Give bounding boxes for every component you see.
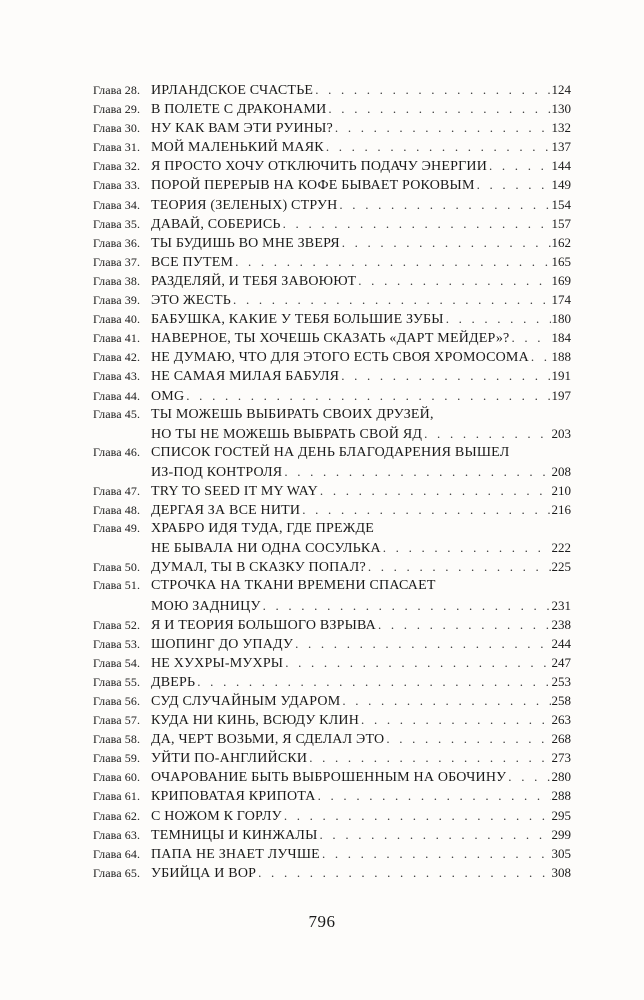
chapter-label: Глава 55. xyxy=(93,674,141,689)
chapter-page: 165 xyxy=(551,253,571,269)
chapter-label: Глава 31. xyxy=(93,140,141,155)
chapter-title: ОЧАРОВАНИЕ БЫТЬ ВЫБРОШЕННЫМ НА ОБОЧИНУ xyxy=(151,770,507,786)
chapter-title: ТЕОРИЯ (ЗЕЛЕНЫХ) СТРУН xyxy=(151,197,338,213)
toc-entry xyxy=(93,672,571,691)
chapter-title: КУДА НИ КИНЬ, ВСЮДУ КЛИН xyxy=(151,713,360,729)
chapter-label: Глава 39. xyxy=(93,293,141,308)
chapter-title: НАВЕРНОЕ, ТЫ ХОЧЕШЬ СКАЗАТЬ «ДАРТ МЕЙДЕР»? xyxy=(151,331,510,347)
toc-entry-continuation xyxy=(93,596,571,615)
toc-entry xyxy=(93,748,571,767)
chapter-label: Глава 32. xyxy=(93,159,141,174)
chapter-page: 263 xyxy=(551,712,571,728)
chapter-label: Глава 49. xyxy=(93,521,141,536)
dot-leader xyxy=(424,424,550,443)
toc-entry xyxy=(93,519,571,538)
chapter-title-continuation: НО ТЫ НЕ МОЖЕШЬ ВЫБРАТЬ СВОЙ ЯД xyxy=(151,426,423,442)
dot-leader xyxy=(361,710,550,729)
dot-leader xyxy=(328,99,550,118)
dot-leader xyxy=(368,557,551,576)
toc-entry xyxy=(93,653,571,672)
toc-entry xyxy=(93,214,571,233)
chapter-label: Глава 47. xyxy=(93,483,141,498)
dot-leader xyxy=(477,175,551,194)
toc-entry xyxy=(93,137,571,156)
toc-entry xyxy=(93,481,571,500)
toc-entry xyxy=(93,252,571,271)
toc-entry xyxy=(93,729,571,748)
chapter-page: 247 xyxy=(551,654,571,670)
dot-leader xyxy=(320,481,551,500)
chapter-label: Глава 58. xyxy=(93,732,141,747)
chapter-page: 188 xyxy=(551,349,571,365)
chapter-page: 280 xyxy=(551,769,571,785)
toc-entry xyxy=(93,615,571,634)
chapter-title: НЕ ДУМАЮ, ЧТО ДЛЯ ЭТОГО ЕСТЬ СВОЯ ХРОМОСОМА xyxy=(151,350,529,366)
chapter-title: ВСЕ ПУТЕМ xyxy=(151,254,234,270)
dot-leader xyxy=(339,195,550,214)
chapter-title: СПИСОК ГОСТЕЙ НА ДЕНЬ БЛАГОДАРЕНИЯ ВЫШЕЛ xyxy=(151,444,510,460)
chapter-title: С НОЖОМ К ГОРЛУ xyxy=(151,808,282,824)
toc-entry xyxy=(93,786,571,805)
chapter-label: Глава 53. xyxy=(93,636,141,651)
chapter-title: ШОПИНГ ДО УПАДУ xyxy=(151,636,294,652)
dot-leader xyxy=(285,653,550,672)
toc-entry xyxy=(93,309,571,328)
chapter-label: Глава 56. xyxy=(93,694,141,708)
chapter-label: Глава 51. xyxy=(93,578,141,593)
chapter-title: ДА, ЧЕРТ ВОЗЬМИ, Я СДЕЛАЛ ЭТО xyxy=(151,732,385,748)
dot-leader xyxy=(263,596,551,615)
toc-entry xyxy=(93,195,571,214)
dot-leader xyxy=(342,233,551,252)
chapter-page: 149 xyxy=(551,177,571,193)
chapter-label: Глава 46. xyxy=(93,444,141,459)
chapter-page: 132 xyxy=(551,120,571,136)
toc-entry xyxy=(93,347,571,366)
toc-entry-continuation xyxy=(93,538,571,557)
chapter-page: 295 xyxy=(551,807,571,823)
chapter-title: ДВЕРЬ xyxy=(151,674,196,690)
chapter-page: 244 xyxy=(551,635,571,651)
chapter-page: 299 xyxy=(551,826,571,842)
chapter-label: Глава 57. xyxy=(93,713,141,728)
chapter-label: Глава 63. xyxy=(93,827,141,842)
chapter-title-continuation: МОЮ ЗАДНИЦУ xyxy=(151,598,261,614)
dot-leader xyxy=(383,538,551,557)
chapter-page: 137 xyxy=(551,139,571,155)
toc-entry xyxy=(93,806,571,825)
chapter-title: ПАПА НЕ ЗНАЕТ ЛУЧШЕ xyxy=(151,846,320,862)
chapter-page: 169 xyxy=(551,272,571,288)
toc-entry xyxy=(93,366,571,385)
dot-leader xyxy=(309,748,550,767)
dot-leader xyxy=(258,863,550,882)
chapter-label: Глава 29. xyxy=(93,102,141,117)
chapter-title: НУ КАК ВАМ ЭТИ РУИНЫ? xyxy=(151,121,333,137)
chapter-page: 253 xyxy=(551,673,571,689)
dot-leader xyxy=(446,309,551,328)
chapter-title: ПОРОЙ ПЕРЕРЫВ НА КОФЕ БЫВАЕТ РОКОВЫМ xyxy=(151,178,475,194)
chapter-label: Глава 40. xyxy=(93,312,141,327)
dot-leader xyxy=(341,366,550,385)
chapter-label: Глава 33. xyxy=(93,178,141,193)
dot-leader xyxy=(295,634,550,653)
dot-leader xyxy=(315,80,550,99)
chapter-title: РАЗДЕЛЯЙ, И ТЕБЯ ЗАВОЮЮТ xyxy=(151,273,357,289)
table-of-contents xyxy=(93,80,571,882)
chapter-title: УЙТИ ПО-АНГЛИЙСКИ xyxy=(151,751,308,767)
dot-leader xyxy=(342,691,550,710)
chapter-page: 288 xyxy=(551,788,571,804)
chapter-title: В ПОЛЕТЕ С ДРАКОНАМИ xyxy=(151,102,327,118)
chapter-page: 154 xyxy=(551,196,571,212)
toc-entry xyxy=(93,863,571,882)
chapter-page: 225 xyxy=(551,559,571,575)
toc-entry xyxy=(93,290,571,309)
toc-entry xyxy=(93,844,571,863)
chapter-label: Глава 60. xyxy=(93,770,141,785)
dot-leader xyxy=(326,137,551,156)
chapter-label: Глава 61. xyxy=(93,789,141,804)
chapter-page: 305 xyxy=(551,845,571,861)
dot-leader xyxy=(386,729,550,748)
toc-entry xyxy=(93,405,571,424)
chapter-label: Глава 35. xyxy=(93,216,141,231)
chapter-label: Глава 50. xyxy=(93,560,141,575)
chapter-page: 238 xyxy=(551,616,571,632)
chapter-title: Я И ТЕОРИЯ БОЛЬШОГО ВЗРЫВА xyxy=(151,617,376,633)
dot-leader xyxy=(335,118,551,137)
chapter-title-continuation: ИЗ-ПОД КОНТРОЛЯ xyxy=(151,464,283,480)
toc-entry xyxy=(93,691,571,710)
toc-entry xyxy=(93,557,571,576)
chapter-page: 210 xyxy=(551,482,571,498)
chapter-page: 144 xyxy=(551,158,571,174)
chapter-label: Глава 42. xyxy=(93,350,141,365)
toc-entry xyxy=(93,118,571,137)
toc-entry xyxy=(93,99,571,118)
toc-entry-continuation xyxy=(93,424,571,443)
chapter-label: Глава 54. xyxy=(93,655,141,670)
chapter-title: TRY TO SEED IT MY WAY xyxy=(151,483,318,499)
chapter-page: 180 xyxy=(551,311,571,327)
toc-entry xyxy=(93,576,571,595)
dot-leader xyxy=(302,500,550,519)
dot-leader xyxy=(320,825,551,844)
dot-leader xyxy=(531,347,551,366)
chapter-page: 130 xyxy=(551,101,571,117)
chapter-label: Глава 43. xyxy=(93,369,141,384)
toc-entry xyxy=(93,175,571,194)
chapter-label: Глава 62. xyxy=(93,808,141,823)
toc-entry xyxy=(93,328,571,347)
dot-leader xyxy=(318,786,551,805)
chapter-label: Глава 30. xyxy=(93,121,141,136)
chapter-label: Глава 37. xyxy=(93,254,141,269)
toc-entry xyxy=(93,271,571,290)
dot-leader xyxy=(186,386,550,405)
chapter-page: 216 xyxy=(551,502,571,518)
chapter-page: 268 xyxy=(551,731,571,747)
chapter-label: Глава 36. xyxy=(93,235,141,250)
chapter-label: Глава 41. xyxy=(93,331,141,346)
dot-leader xyxy=(511,328,550,347)
chapter-page: 184 xyxy=(551,330,571,346)
dot-leader xyxy=(489,156,551,175)
toc-entry xyxy=(93,710,571,729)
chapter-title: ДЕРГАЯ ЗА ВСЕ НИТИ xyxy=(151,503,301,519)
toc-entry xyxy=(93,500,571,519)
chapter-page: 203 xyxy=(551,425,571,441)
chapter-title: БАБУШКА, КАКИЕ У ТЕБЯ БОЛЬШИЕ ЗУБЫ xyxy=(151,312,444,328)
dot-leader xyxy=(283,214,551,233)
chapter-title: ЭТО ЖЕСТЬ xyxy=(151,293,232,309)
chapter-title: НЕ САМАЯ МИЛАЯ БАБУЛЯ xyxy=(151,369,340,385)
chapter-label: Глава 44. xyxy=(93,388,141,403)
chapter-label: Глава 45. xyxy=(93,406,141,421)
toc-entry xyxy=(93,634,571,653)
dot-leader xyxy=(235,252,550,271)
chapter-title: ТЕМНИЦЫ И КИНЖАЛЫ xyxy=(151,827,318,843)
dot-leader xyxy=(378,615,551,634)
dot-leader xyxy=(322,844,551,863)
chapter-page: 222 xyxy=(551,540,571,556)
chapter-page: 231 xyxy=(551,597,571,613)
chapter-title: ДАВАЙ, СОБЕРИСЬ xyxy=(151,216,281,232)
chapter-title: СУД СЛУЧАЙНЫМ УДАРОМ xyxy=(151,694,341,709)
chapter-title-continuation: НЕ БЫВАЛА НИ ОДНА СОСУЛЬКА xyxy=(151,541,381,557)
chapter-title: ТЫ БУДИШЬ ВО МНЕ ЗВЕРЯ xyxy=(151,235,340,251)
chapter-page: 191 xyxy=(551,368,571,384)
chapter-title: ИРЛАНДСКОЕ СЧАСТЬЕ xyxy=(151,83,314,98)
chapter-label: Глава 65. xyxy=(93,865,141,880)
dot-leader xyxy=(197,672,550,691)
chapter-page: 157 xyxy=(551,215,571,231)
dot-leader xyxy=(508,767,550,786)
chapter-label: Глава 48. xyxy=(93,503,141,518)
chapter-title: СТРОЧКА НА ТКАНИ ВРЕМЕНИ СПАСАЕТ xyxy=(151,578,436,594)
chapter-title: КРИПОВАТАЯ КРИПОТА xyxy=(151,789,316,805)
chapter-label: Глава 38. xyxy=(93,273,141,288)
toc-entry xyxy=(93,233,571,252)
chapter-title: МОЙ МАЛЕНЬКИЙ МАЯК xyxy=(151,140,324,156)
chapter-page: 124 xyxy=(551,82,571,97)
toc-entry xyxy=(93,767,571,786)
chapter-label: Глава 28. xyxy=(93,83,141,97)
chapter-page: 273 xyxy=(551,750,571,766)
toc-entry xyxy=(93,386,571,405)
dot-leader xyxy=(233,290,550,309)
chapter-title: ХРАБРО ИДЯ ТУДА, ГДЕ ПРЕЖДЕ xyxy=(151,521,374,537)
chapter-title: ТЫ МОЖЕШЬ ВЫБИРАТЬ СВОИХ ДРУЗЕЙ, xyxy=(151,406,434,422)
toc-entry-continuation xyxy=(93,462,571,481)
chapter-title: НЕ ХУХРЫ-МУХРЫ xyxy=(151,655,284,671)
page-number: 796 xyxy=(308,912,336,931)
chapter-title: ДУМАЛ, ТЫ В СКАЗКУ ПОПАЛ? xyxy=(151,560,366,576)
toc-entry xyxy=(93,80,571,99)
chapter-title: УБИЙЦА И ВОР xyxy=(151,865,257,881)
chapter-label: Глава 52. xyxy=(93,617,141,632)
chapter-title: Я ПРОСТО ХОЧУ ОТКЛЮЧИТЬ ПОДАЧУ ЭНЕРГИИ xyxy=(151,159,487,175)
toc-entry xyxy=(93,443,571,462)
chapter-page: 162 xyxy=(551,234,571,250)
chapter-title: OMG xyxy=(151,388,185,404)
toc-entry xyxy=(93,825,571,844)
chapter-page: 174 xyxy=(551,292,571,308)
chapter-page: 308 xyxy=(551,864,571,880)
toc-entry xyxy=(93,156,571,175)
chapter-label: Глава 64. xyxy=(93,846,141,861)
dot-leader xyxy=(284,806,551,825)
dot-leader xyxy=(358,271,550,290)
dot-leader xyxy=(284,462,550,481)
chapter-page: 197 xyxy=(551,387,571,403)
chapter-page: 258 xyxy=(551,693,571,708)
chapter-label: Глава 34. xyxy=(93,197,141,212)
chapter-label: Глава 59. xyxy=(93,751,141,766)
chapter-page: 208 xyxy=(551,463,571,479)
